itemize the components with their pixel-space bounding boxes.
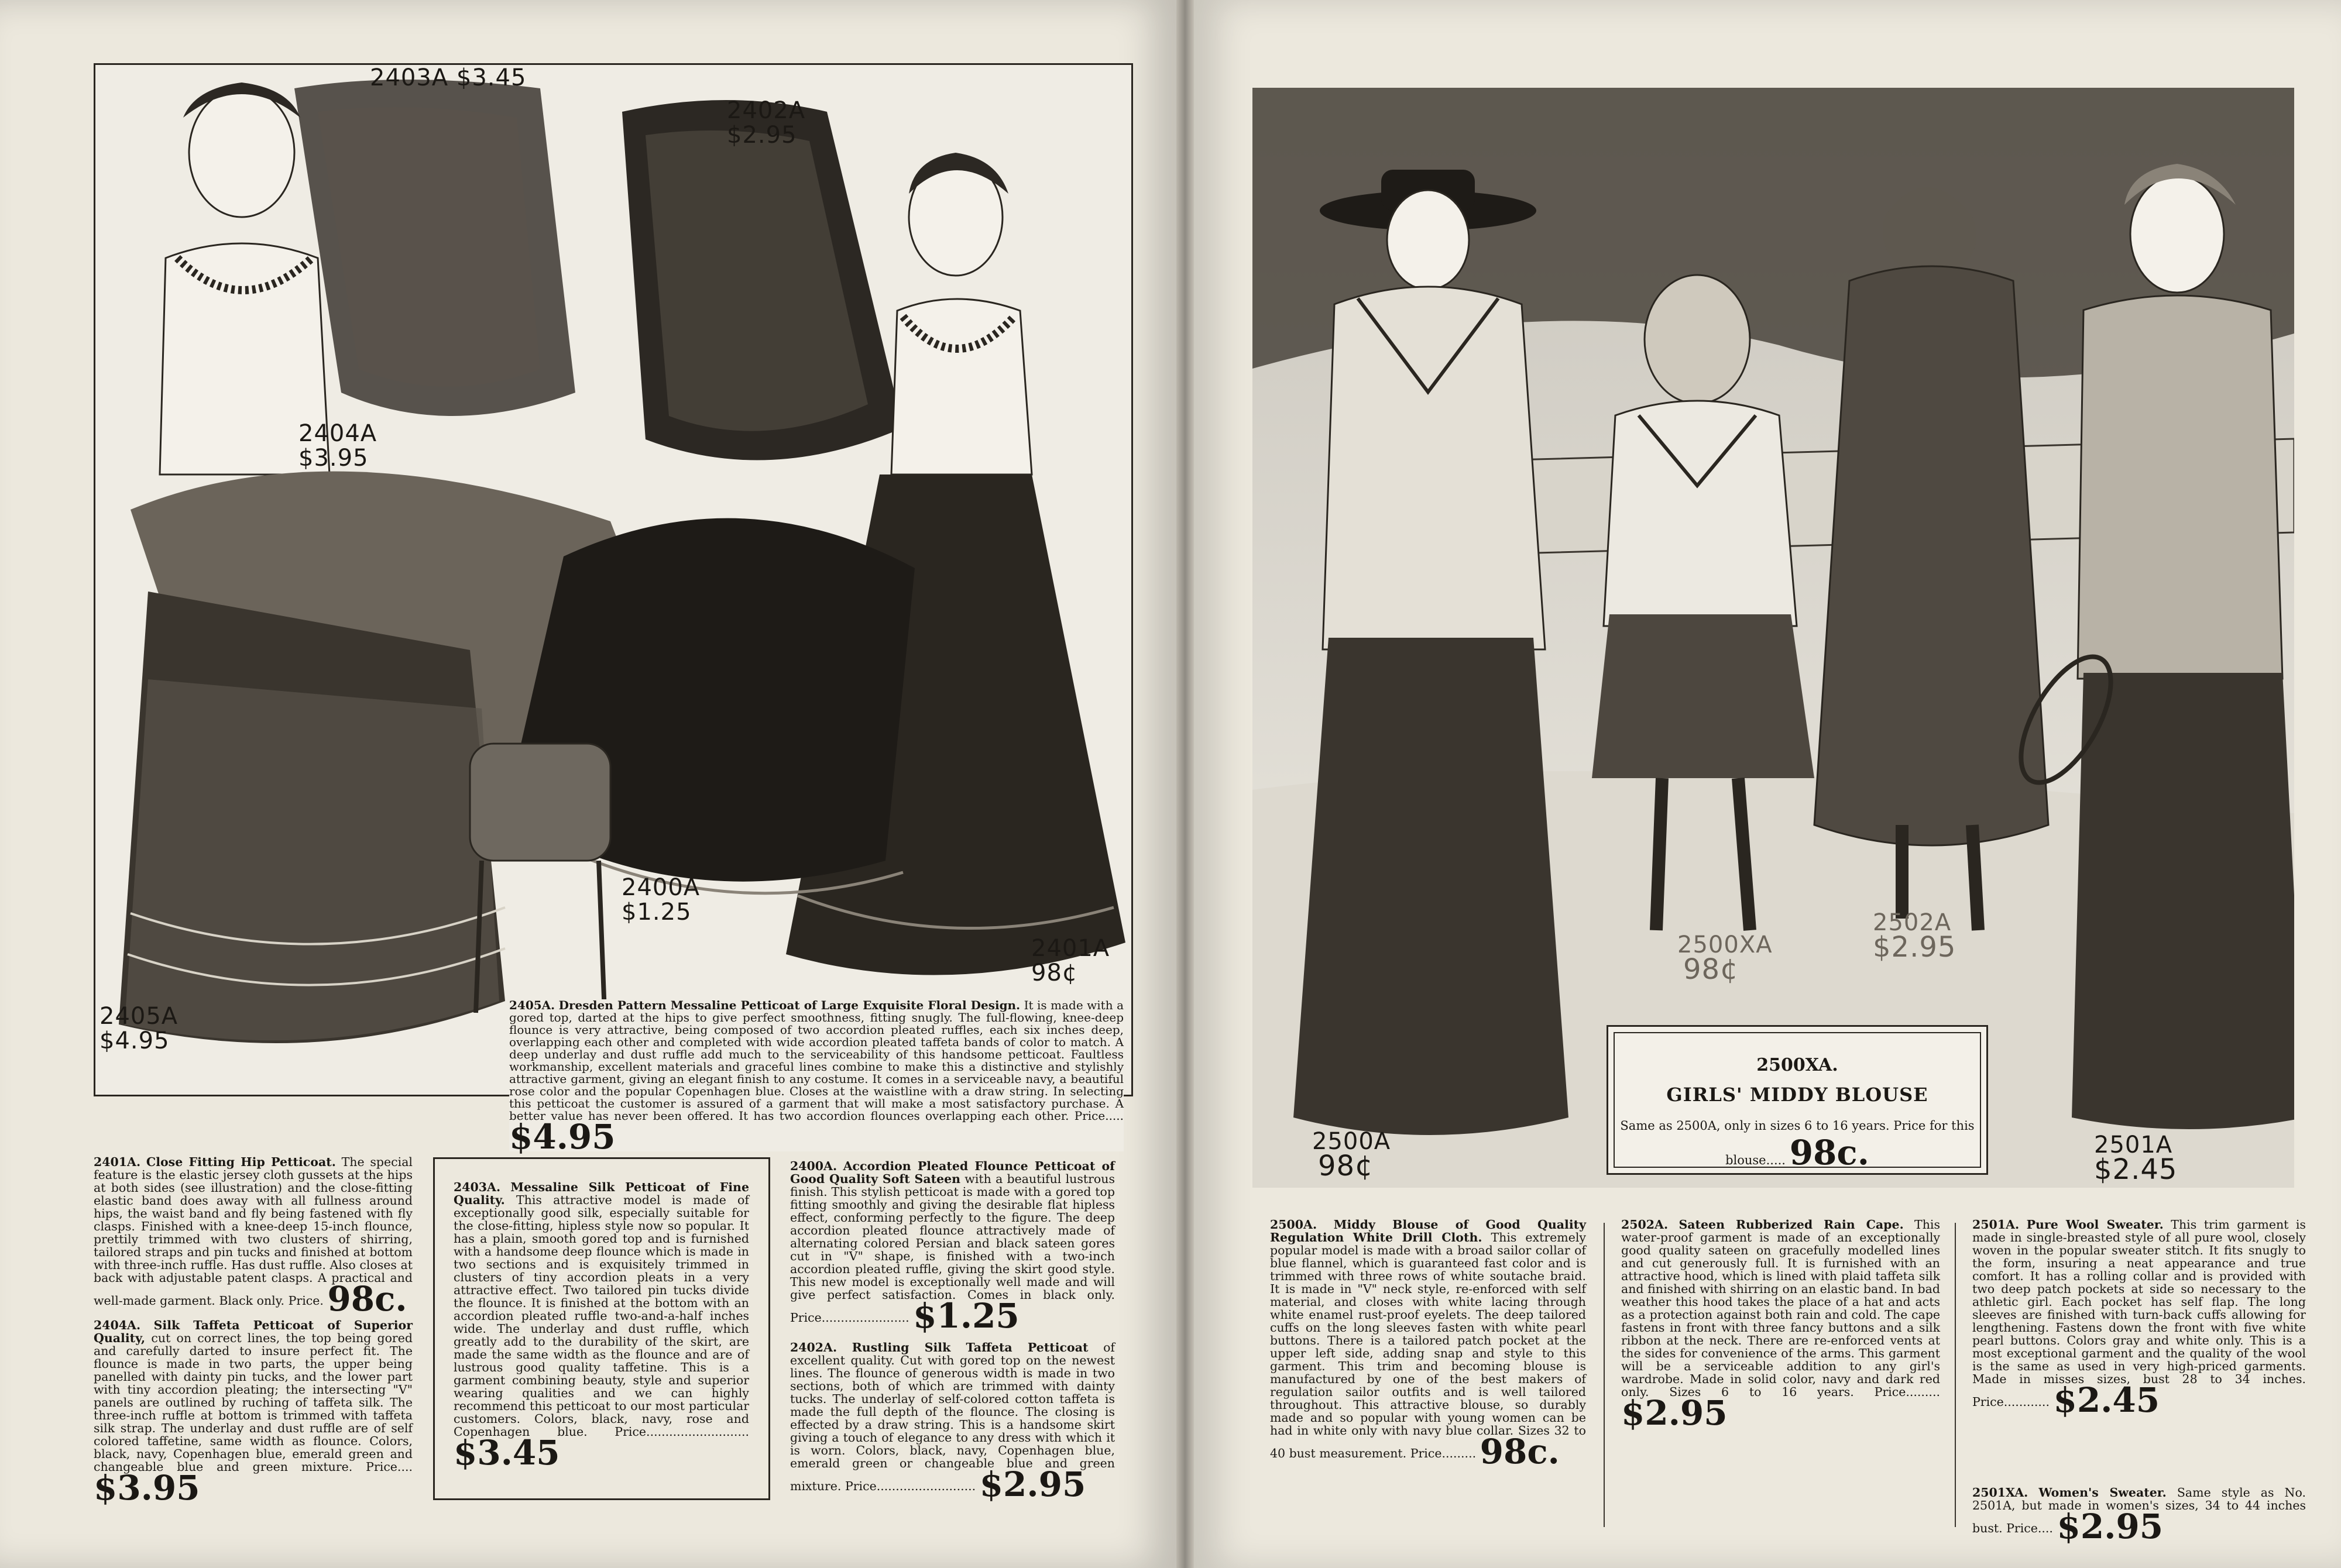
product-code: 2501XA. [1972,1486,2028,1500]
label-2403a [370,66,526,90]
label-code: 2403A [370,64,449,91]
product-price: $3.95 [94,1468,200,1508]
middy-drawing [1252,88,2294,1188]
product-title: Middy Blouse of Good Quality Regulation White Drill Cloth. [1270,1218,1586,1244]
label-price: $3.45 [456,64,527,91]
label-price: 98¢ [1683,953,1739,986]
book-gutter [1176,0,1194,1568]
label-code: 2402A [727,97,806,124]
product-body: This extremely popular model is made with a broad sailor collar of blue flannel, which is guaranteed fast color and is trimmed with three rows of white soutache braid. It is made in "V" neck style, re-enforced with self material, and closes with white lacing through white enamel rust-proof eyelets. The deep tailored cuffs on the long sleeves fasten with white pearl buttons. There is a tailored patch pocket at the upper left side, adding snap and style to this garment. This trim and becoming blouse is manufactured by one of the best makers of regulation sailor outfits and is well tailored throughout. This attractive blouse, so durably made and so popular with young women can be had in white only with navy blue collar. Sizes 32 to 40 bust measurement. Price......... [1270,1230,1586,1460]
right-page [1194,0,2341,1568]
description-2402a [790,1340,1115,1504]
product-code: 2405A. [509,998,555,1012]
label-code: 2400A [622,874,701,901]
label-2401a [1031,936,1110,985]
product-price: $2.95 [979,1464,1086,1504]
label-price: $2.95 [727,122,797,149]
product-title: Close Fitting Hip Petticoat. [146,1155,336,1169]
label-price: $1.25 [622,899,692,926]
product-body: This attractive model is made of exceptionally good silk, especially suitable for the close-fitting, hipless style now so popular. It has a plain, smooth gored top and is furnished with a handsome deep flounce which is made in two sections and is exquisitely trimmed in clusters of tiny accordion pleats in a very attractive effect. Two tailored pin tucks divide the flounce. It is finished at the bottom with an accordion pleated ruffle two-and-a-half inches wide. The underlay and dust ruffle, which greatly add to the durability of the skirt, are made the same width as the flounce and are of lustrous good quality taffetine. This is a garment combining beauty, style and superior wearing qualities and we can highly recommend this petticoat to our most particular customers. Colors, black, navy, rose and Copenhagen blue. Price........................... [454,1193,749,1439]
middy-note-text: Same as 2500A, only in sizes 6 to 16 years. Price for this blouse..... [1620,1119,1975,1167]
product-code: 2501A. [1972,1218,2020,1232]
label-2400a [622,875,700,924]
product-title: Rustling Silk Taffeta Petticoat [852,1340,1089,1354]
column-rule [1604,1223,1605,1527]
product-title: Messaline Silk Petticoat of Fine Quality. [454,1180,749,1207]
description-2501a [1972,1218,2306,1420]
product-price: $2.95 [1621,1393,1728,1433]
product-body: This trim garment is made in single-breasted style of all pure wool, closely woven in the popular sweater stitch. It fits snugly to the form, insuring a neat appearance and true comfort. It has a rolling collar and is provided with two deep patch pockets at side so necessary to the athletic girl. Each pocket has self flap. The long sleeves are finished with turn-back cuffs allowing for lengthening. Fastens down the front with five white pearl buttons. Colors gray and white only. This is a most exceptional garment and the quality of the wool is the same as used in very high-priced garments. Made in misses sizes, bust 28 to 34 inches. Price............ [1972,1218,2306,1409]
product-price: $1.25 [913,1296,1020,1336]
product-price: $2.45 [2053,1380,2160,1420]
label-price: $4.95 [99,1027,170,1054]
label-price: $2.45 [2094,1153,2178,1186]
label-price: $3.95 [298,445,369,472]
label-code: 2404A [298,420,377,447]
product-title: Accordion Pleated Flounce Petticoat of Good Quality Soft Sateen [790,1159,1115,1186]
description-2500a [1270,1218,1586,1471]
label-code: 2500A [1312,1128,1391,1155]
description-2501xa [1972,1486,2306,1546]
product-title: Pure Wool Sweater. [2026,1218,2164,1232]
middy-title: GIRLS' MIDDY BLOUSE [1666,1084,1928,1106]
label-code: 2405A [99,1003,179,1030]
middy-illustration [1252,88,2294,1188]
product-price: $3.45 [454,1433,560,1473]
label-2500a [1312,1128,1391,1182]
product-body: Same style as No. 2501A, but made in women's sizes, 34 to 44 inches bust. Price.... [1972,1486,2306,1535]
product-code: 2500A. [1270,1218,1317,1232]
product-price: $4.95 [509,1117,616,1157]
description-2400a [790,1159,1115,1336]
product-price: $2.95 [2057,1507,2164,1546]
description-2404a [94,1318,413,1508]
label-price: 98¢ [1031,960,1078,986]
product-code: 2400A. [790,1159,837,1173]
product-code: 2403A. [454,1180,501,1194]
petticoat-drawing [95,65,1131,1095]
label-code: 2401A [1031,935,1110,962]
product-title: Dresden Pattern Messaline Petticoat of Large Exquisite Floral Design. [558,998,1021,1012]
product-body: of excellent quality. Cut with gored top on the newest lines. The flounce of generous width is made in two sections, both of which are trimmed with dainty tucks. The underlay of self-colored cotton taffeta is made the full depth of the flounce. The closing is effected by a draw string. This is a handsome skirt giving a touch of elegance to any dress with which it is worn. Colors, black, navy, Copenhagen blue, emerald green or changeable blue and green mixture. Price.......................... [790,1340,1115,1493]
product-body: This water-proof garment is made of an exceptionally good quality sateen on gracefully modelled lines and cut generously full. It is furnished with an attractive hood, which is lined with plaid taffeta silk and finished with shirring on an elastic band. In bad weather this hood takes the place of a hat and acts as a protection against both rain and cold. The cape fastens in front with three fancy buttons and a silk ribbon at the neck. There are re-enforced vents at the sides for convenience of the arms. This garment will be a serviceable addition to any girl's wardrobe. Made in solid color, navy and dark red only. Sizes 6 to 16 years. Price......... [1621,1218,1940,1399]
middy-note [1608,1119,1986,1172]
product-price: 98c. [327,1279,407,1319]
product-body: It is made with a gored top, darted at the hips to give perfect smoothness, fitting snugly. The full-flowing, knee-deep flounce is very attractive, being composed of two accordion pleated ruffles, each six inches deep, overlapping each other and completed with wide accordion pleated taffeta bands of color to match. A deep underlay and dust ruffle add much to the serviceability of this handsome petticoat. Faultless workmanship, excellent materials and graceful lines combine to make this a distinctive and stylishly attractive garment, giving an elegant finish to any costume. It comes in a serviceable navy, a beautiful rose color and the popular Copenhagen blue. Closes at the waistline with a draw string. In selecting this petticoat the customer is assured of a garment that will make a most satisfactory purchase. A better value has never been offered. It has two accordion flounces overlapping each other. Price..... [509,998,1124,1123]
label-price: 98¢ [1318,1150,1374,1182]
description-2502a [1621,1218,1940,1433]
column-rule [1955,1223,1956,1527]
label-price: $2.95 [1873,931,1956,964]
label-code: 2500XA [1677,931,1773,958]
label-code: 2501A [2094,1132,2173,1158]
product-code: 2502A. [1621,1218,1669,1232]
label-2502a [1873,909,1956,964]
product-title: Silk Taffeta Petticoat of Superior Quality, [94,1318,413,1345]
product-code: 2404A. [94,1318,141,1332]
product-body: with a beautiful lustrous finish. This stylish petticoat is made with a gored top fitting smoothly and giving the desirable flat hipless effect, conforming perfectly to the figure. The deep accordion pleated flounce attractively made of alternating colored Persian and black sateen gores cut in "V" shape, is finished with a two-inch accordion pleated ruffle, giving the skirt good style. This new model is exceptionally well made and will give perfect satisfaction. Comes in black only. Price....................... [790,1172,1115,1325]
label-2404a [298,421,377,470]
product-title: Women's Sweater. [2038,1486,2167,1500]
label-2500xa [1677,931,1773,986]
label-2501a [2094,1132,2178,1186]
description-2403a [454,1180,749,1473]
product-body: The special feature is the elastic jersey cloth gussets at the hips at both sides (see illustration) and the close-fitting elastic band does away with all fullness around hips, the waist band and fly being fastened with fly clasps. Finished with a knee-deep 15-inch flounce, prettily trimmed with two clusters of shirring, tailored straps and pin tucks and finished at bottom with three-inch ruffle. Has dust ruffle. Also closes at back with adjustable patent clasps. A practical and well-made garment. Black only. Price. [94,1155,413,1308]
middy-price: 98c. [1789,1133,1869,1172]
description-2405a [509,998,1124,1157]
product-body: cut on correct lines, the top being gored and carefully darted to insure perfect fit. The flounce is made in two parts, the upper being panelled with dainty pin tucks, and the lower part with tiny accordion pleating; the intersecting "V" panels are outlined by ruching of taffeta silk. The three-inch ruffle at bottom is trimmed with taffeta silk strap. The underlay and dust ruffle are of self colored taffetine, same width as flounce. Colors, black, navy, Copenhagen blue, emerald green and changeable blue and green mixture. Price.... [94,1331,413,1474]
label-code: 2502A [1873,909,1952,936]
label-2405a [99,1004,178,1053]
description-2401a [94,1155,413,1319]
product-title: Sateen Rubberized Rain Cape. [1678,1218,1904,1232]
girls-middy-blouse-box [1607,1025,1988,1175]
petticoat-illustration [94,63,1133,1096]
middy-code: 2500XA. [1756,1055,1838,1075]
label-2402a [727,98,805,147]
product-price: 98c. [1480,1432,1560,1471]
product-code: 2401A. [94,1155,141,1169]
product-code: 2402A. [790,1340,837,1354]
